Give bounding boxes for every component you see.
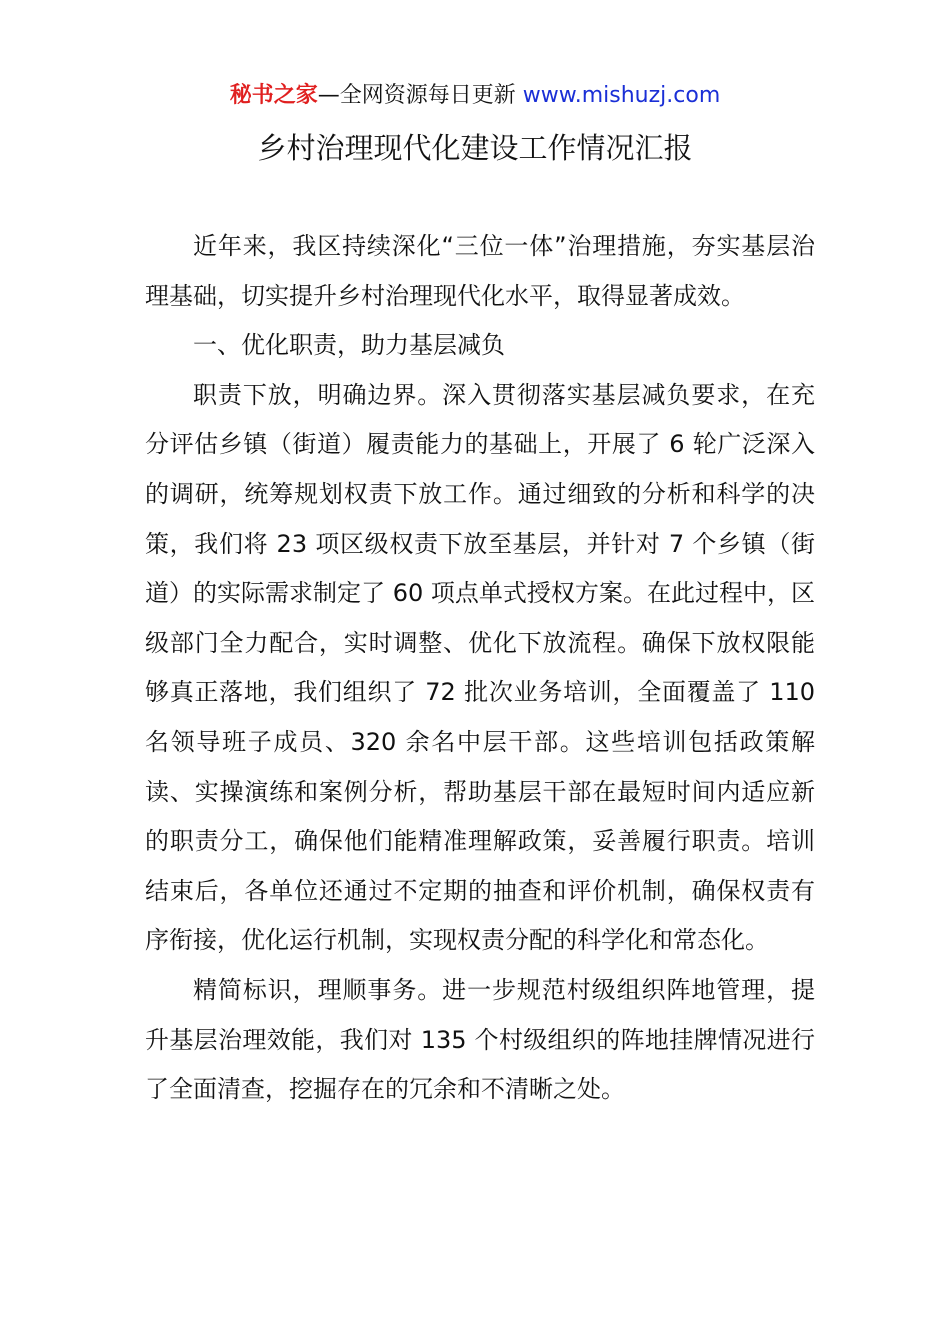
site-url-link[interactable]: www.mishuzj.com [522, 83, 721, 108]
intro-paragraph: 近年来，我区持续深化“三位一体”治理措施，夯实基层治理基础，切实提升乡村治理现代化水平，取得显著成效。 [145, 232, 815, 310]
document-title: 乡村治理现代化建设工作情况汇报 [257, 131, 693, 165]
site-header [0, 80, 950, 112]
body-paragraph: 职责下放，明确边界。深入贯彻落实基层减负要求，在充分评估乡镇（街道）履责能力的基础上，开展了 6 轮广泛深入的调研，统筹规划权责下放工作。通过细致的分析和科学的决策，我们将 23 项区级权责下放至基层，并针对 7 个乡镇（街道）的实际需求制定了 60 项点单式授权方案。在此过程中，区级部门全力配合，实时调整、优化下放流程。确保下放权限能够真正落地，我们组织了 72 批次业务培训，全面覆盖了 110 名领导班子成员、320 余名中层干部。这些培训包括政策解读、实操演练和案例分析，帮助基层干部在最短时间内适应新的职责分工，确保他们能精准理解政策，妥善履行职责。培训结束后，各单位还通过不定期的抽查和评价机制，确保权责有序衔接，优化运行机制，实现权责分配的科学化和常态化。 [145, 380, 815, 955]
document-body [145, 222, 815, 1115]
section-heading: 一、优化职责，助力基层减负 [193, 331, 505, 360]
site-tagline: —全网资源每日更新 [317, 83, 523, 108]
body-paragraph: 精简标识，理顺事务。进一步规范村级组织阵地管理，提升基层治理效能，我们对 135 个村级组织的阵地挂牌情况进行了全面清查，挖掘存在的冗余和不清晰之处。 [145, 975, 815, 1104]
site-brand: 秘书之家 [229, 83, 318, 108]
